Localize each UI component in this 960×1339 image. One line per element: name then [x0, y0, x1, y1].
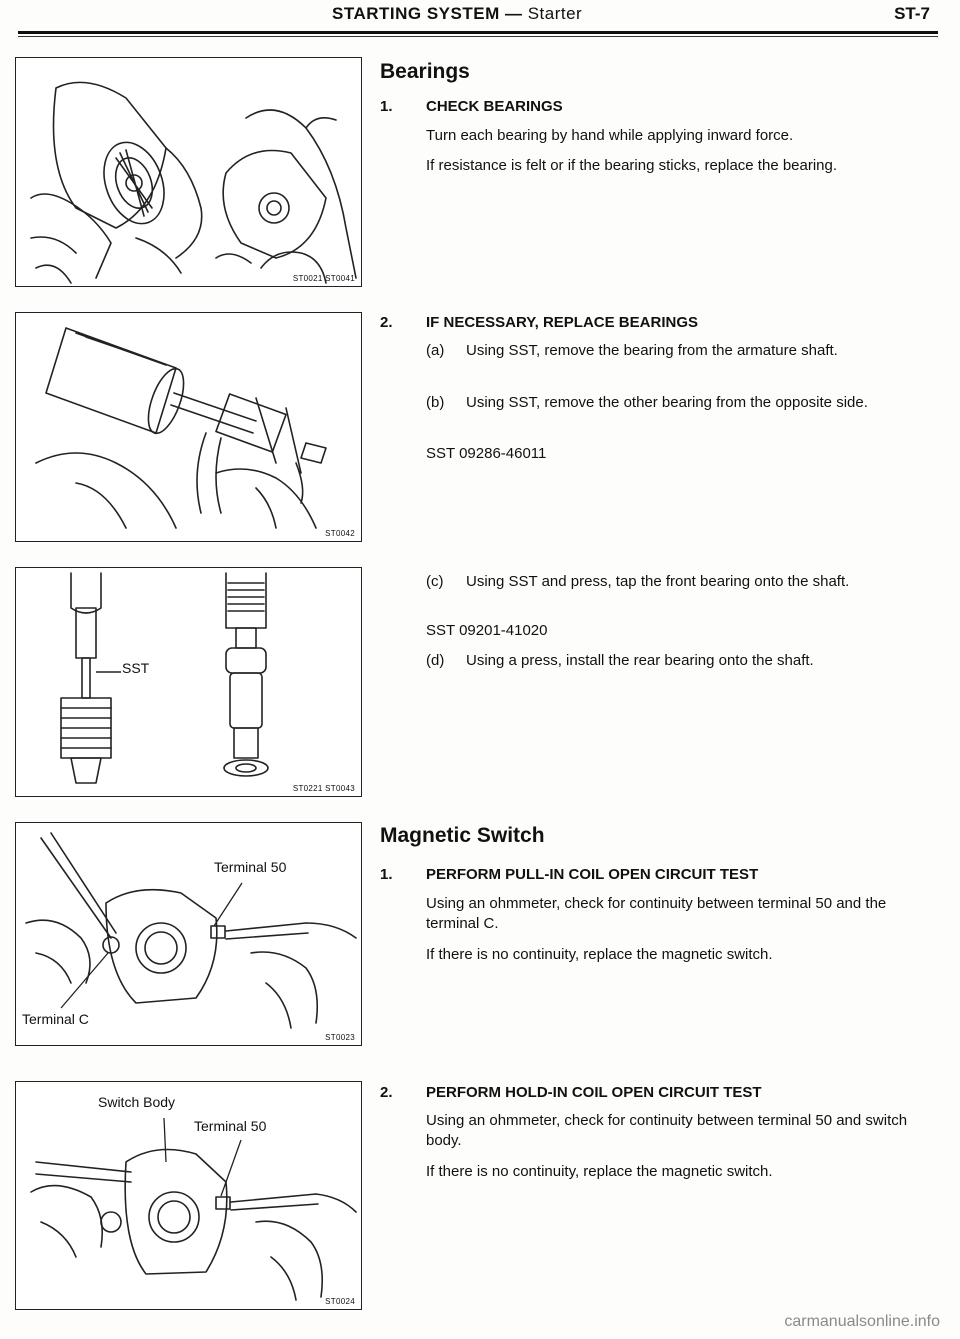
sub-step-text: Using SST and press, tap the front bearing onto the shaft.: [466, 573, 850, 590]
figure-code: ST0023: [325, 1033, 355, 1042]
paragraph: If there is no continuity, replace the magnetic switch.: [426, 1163, 773, 1180]
paragraph: If resistance is felt or if the bearing sticks, replace the bearing.: [426, 157, 838, 174]
sub-step-c: [426, 572, 922, 592]
sub-step-label: (a): [426, 342, 445, 359]
sub-step-label: (c): [426, 573, 444, 590]
paragraph: Using an ohmmeter, check for continuity between terminal 50 and switch body.: [426, 1112, 908, 1149]
step-number: 1.: [380, 866, 393, 883]
figure-code: ST0221 ST0043: [292, 784, 355, 793]
terminal-50-label: Terminal 50: [214, 859, 287, 875]
page-header: [18, 0, 938, 40]
switch-body-label: Switch Body: [98, 1094, 176, 1110]
step-check-bearings: [380, 98, 920, 115]
step-title: PERFORM PULL-IN COIL OPEN CIRCUIT TEST: [426, 866, 759, 883]
bearing-check-illustration: [16, 58, 361, 286]
figure-pull-in-test: [15, 822, 362, 1046]
sub-step-text: Using SST, remove the bearing from the armature shaft.: [466, 342, 838, 359]
sub-step-text: Using SST, remove the other bearing from the opposite side.: [466, 394, 868, 411]
header-title-dash: —: [499, 4, 528, 23]
header-rule-thin: [18, 36, 938, 37]
sst-label: SST: [122, 660, 150, 676]
step-title: CHECK BEARINGS: [426, 98, 563, 115]
section-title-bearings: Bearings: [380, 60, 470, 83]
step-number: 1.: [380, 98, 393, 115]
header-title-main: STARTING SYSTEM: [332, 4, 500, 23]
sub-step-text: Using a press, install the rear bearing onto the shaft.: [466, 652, 814, 669]
step-number: 2.: [380, 314, 393, 331]
step-hold-in-test: [380, 1084, 920, 1101]
sst-leader-line: [96, 667, 126, 677]
section-title-magnetic-switch: Magnetic Switch: [380, 824, 545, 847]
header-title: [332, 4, 582, 24]
paragraph: If there is no continuity, replace the magnetic switch.: [426, 946, 773, 963]
sub-step-label: (b): [426, 394, 445, 411]
figure-code: ST0042: [325, 529, 355, 538]
sub-step-d: [426, 651, 922, 671]
figure-bearing-check: [15, 57, 362, 287]
step-number: 2.: [380, 1084, 393, 1101]
paragraph: Using an ohmmeter, check for continuity between terminal 50 and the terminal C.: [426, 895, 887, 932]
figure-code: ST0024: [325, 1297, 355, 1306]
bearing-press-illustration: [16, 568, 361, 796]
page-number: ST-7: [894, 4, 930, 23]
step-title: PERFORM HOLD-IN COIL OPEN CIRCUIT TEST: [426, 1084, 762, 1101]
paragraph: Turn each bearing by hand while applying inward force.: [426, 127, 794, 144]
terminal-c-label: Terminal C: [22, 1011, 89, 1027]
step-pull-in-test: [380, 866, 920, 883]
sub-step-b: [426, 393, 922, 413]
sst-number: SST 09286-46011: [426, 445, 547, 462]
hold-in-test-illustration: [16, 1082, 361, 1309]
step-replace-bearings: [380, 314, 920, 331]
header-title-sub: Starter: [527, 4, 583, 23]
footer-watermark-url[interactable]: carmanualsonline.info: [784, 1313, 940, 1330]
step-title: IF NECESSARY, REPLACE BEARINGS: [426, 314, 698, 331]
figure-hold-in-test: [15, 1081, 362, 1310]
header-rule: [18, 31, 938, 34]
bearing-puller-illustration: [16, 313, 361, 541]
figure-bearing-removal: [15, 312, 362, 542]
terminal-50-label: Terminal 50: [194, 1118, 267, 1134]
figure-bearing-install: [15, 567, 362, 797]
sub-step-label: (d): [426, 652, 445, 669]
sst-number: SST 09201-41020: [426, 622, 548, 639]
figure-code: ST0021 ST0041: [292, 274, 355, 283]
sub-step-a: [426, 341, 922, 361]
